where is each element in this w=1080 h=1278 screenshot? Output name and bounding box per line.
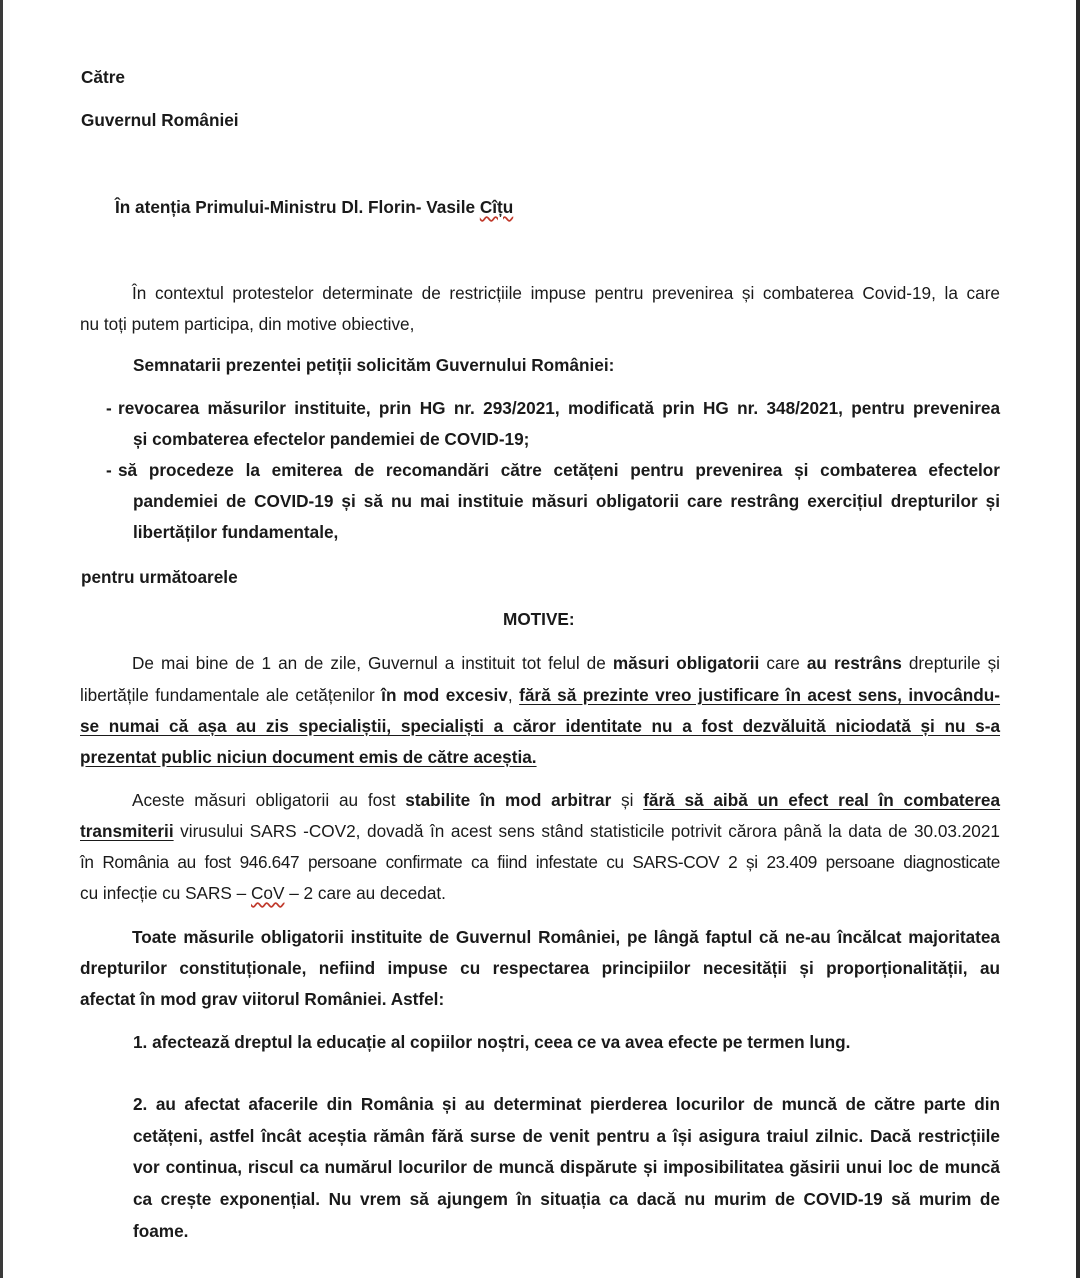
p2-line-2 xyxy=(80,820,1000,842)
p2-underlined-effect: fără să aibă un efect real în combaterea xyxy=(643,790,1001,810)
point-2-line-3: vor continua, riscul ca numărul locurilor de muncă dispărute și imposibilitatea găsirii unui loc de muncă xyxy=(133,1157,1000,1177)
p2-line-3: în România au fost 946.647 persoane confirmate ca fiind infestate cu SARS-COV 2 și 23.409 persoane diagnosticate xyxy=(80,852,1000,872)
p1-line-2 xyxy=(80,684,1000,706)
p1-text: drepturile și xyxy=(901,653,1000,673)
p2-text: – 2 care au decedat. xyxy=(284,883,446,903)
point-2-line-1: 2. au afectat afacerile din România și au determinat pierderea locurilor de muncă de către parte din xyxy=(133,1094,1000,1114)
p1-line-4: prezentat public niciun document emis de către aceștia. xyxy=(80,747,537,767)
p2-text: și xyxy=(611,790,644,810)
request-heading: Semnatarii prezentei petiții solicităm Guvernului României: xyxy=(133,355,615,375)
p2-text: cu infecție cu SARS – xyxy=(80,883,252,903)
intro-line-2: nu toți putem participa, din motive obiective, xyxy=(80,314,415,334)
p3-line-2: drepturilor constituționale, nefiind impuse cu respectarea principiilor necesității și proporționalității, au xyxy=(80,958,1000,978)
p2-text: Aceste măsuri obligatorii au fost xyxy=(132,790,406,810)
request-item-1-line-1: revocarea măsurilor instituite, prin HG nr. 293/2021, modificată prin HG nr. 348/2021, pentru prevenirea xyxy=(118,398,1000,418)
p1-bold-excessive: în mod excesiv xyxy=(381,685,508,705)
p2-line-1 xyxy=(132,789,1000,811)
request-item-2-line-3: libertăților fundamentale, xyxy=(133,522,339,542)
p2-line-4 xyxy=(80,882,446,904)
point-2-line-2: cetățeni, astfel încât aceștia rămân fără surse de venit pentru a își asigura traiul zilnic. Dacă restricțiile xyxy=(133,1126,1000,1146)
p2-text: virusului SARS -COV2, dovadă în acest sens stând statisticile potrivit cărora până la data de 30.03.2021 xyxy=(173,821,1000,841)
point-1: 1. afectează dreptul la educație al copiilor noștri, ceea ce va avea efecte pe termen lung. xyxy=(133,1032,851,1052)
request-item-1-line-2: și combaterea efectelor pandemiei de COVID-19; xyxy=(133,429,530,449)
p2-spellcheck-cov: CoV xyxy=(251,883,285,903)
p1-line-3: se numai că așa au zis specialiștii, specialiști a căror identitate nu a fost dezvăluită niciodată și nu s-a xyxy=(80,716,1000,736)
p1-line-1 xyxy=(132,652,1000,674)
point-2-line-5: foame. xyxy=(133,1221,189,1241)
p1-text: libertățile fundamentale ale cetățenilor xyxy=(80,685,382,705)
page-edge-left xyxy=(0,0,3,1278)
intro-line-1: În contextul protestelor determinate de restricțiile impuse pentru prevenirea și combaterea Covid-19, la care xyxy=(132,283,1000,303)
motive-title: MOTIVE: xyxy=(503,609,575,629)
reasons-intro: pentru următoarele xyxy=(81,567,238,587)
bullet-dash-2: - xyxy=(106,460,112,480)
addressee-to: Către xyxy=(81,67,125,87)
p1-text: De mai bine de 1 an de zile, Guvernul a instituit tot felul de xyxy=(132,653,613,673)
p3-line-3: afectat în mod grav viitorul României. Astfel: xyxy=(80,989,445,1009)
p2-underlined-transmission: transmiterii xyxy=(80,821,174,841)
attention-name: Cîțu xyxy=(479,197,514,217)
request-item-2-line-1: să procedeze la emiterea de recomandări către cetățeni pentru prevenirea și combaterea efectelor xyxy=(118,460,1000,480)
bullet-dash-1: - xyxy=(106,398,112,418)
attention-line xyxy=(115,196,513,218)
point-2-line-4: ca crește exponențial. Nu vrem să ajungem în situația ca dacă nu murim de COVID-19 să murim de xyxy=(133,1189,1000,1209)
p1-bold-restricted: au restrâns xyxy=(806,653,902,673)
p1-bold-measures: măsuri obligatorii xyxy=(612,653,760,673)
p3-line-1: Toate măsurile obligatorii instituite de Guvernul României, pe lângă faptul că ne-au încălcat majoritatea xyxy=(132,927,1000,947)
p1-text: care xyxy=(759,653,807,673)
request-item-2-line-2: pandemiei de COVID-19 și să nu mai instituie măsuri obligatorii care restrâng exercițiul drepturilor și xyxy=(133,491,1000,511)
attention-prefix: În atenția Primului-Ministru Dl. Florin- Vasile xyxy=(115,197,480,217)
page-edge-right xyxy=(1076,0,1080,1278)
p1-underlined-justification: fără să prezinte vreo justificare în acest sens, invocându- xyxy=(519,685,1001,705)
p2-bold-arbitrary: stabilite în mod arbitrar xyxy=(405,790,612,810)
p1-text: , xyxy=(507,685,520,705)
addressee-recipient: Guvernul României xyxy=(81,110,239,130)
